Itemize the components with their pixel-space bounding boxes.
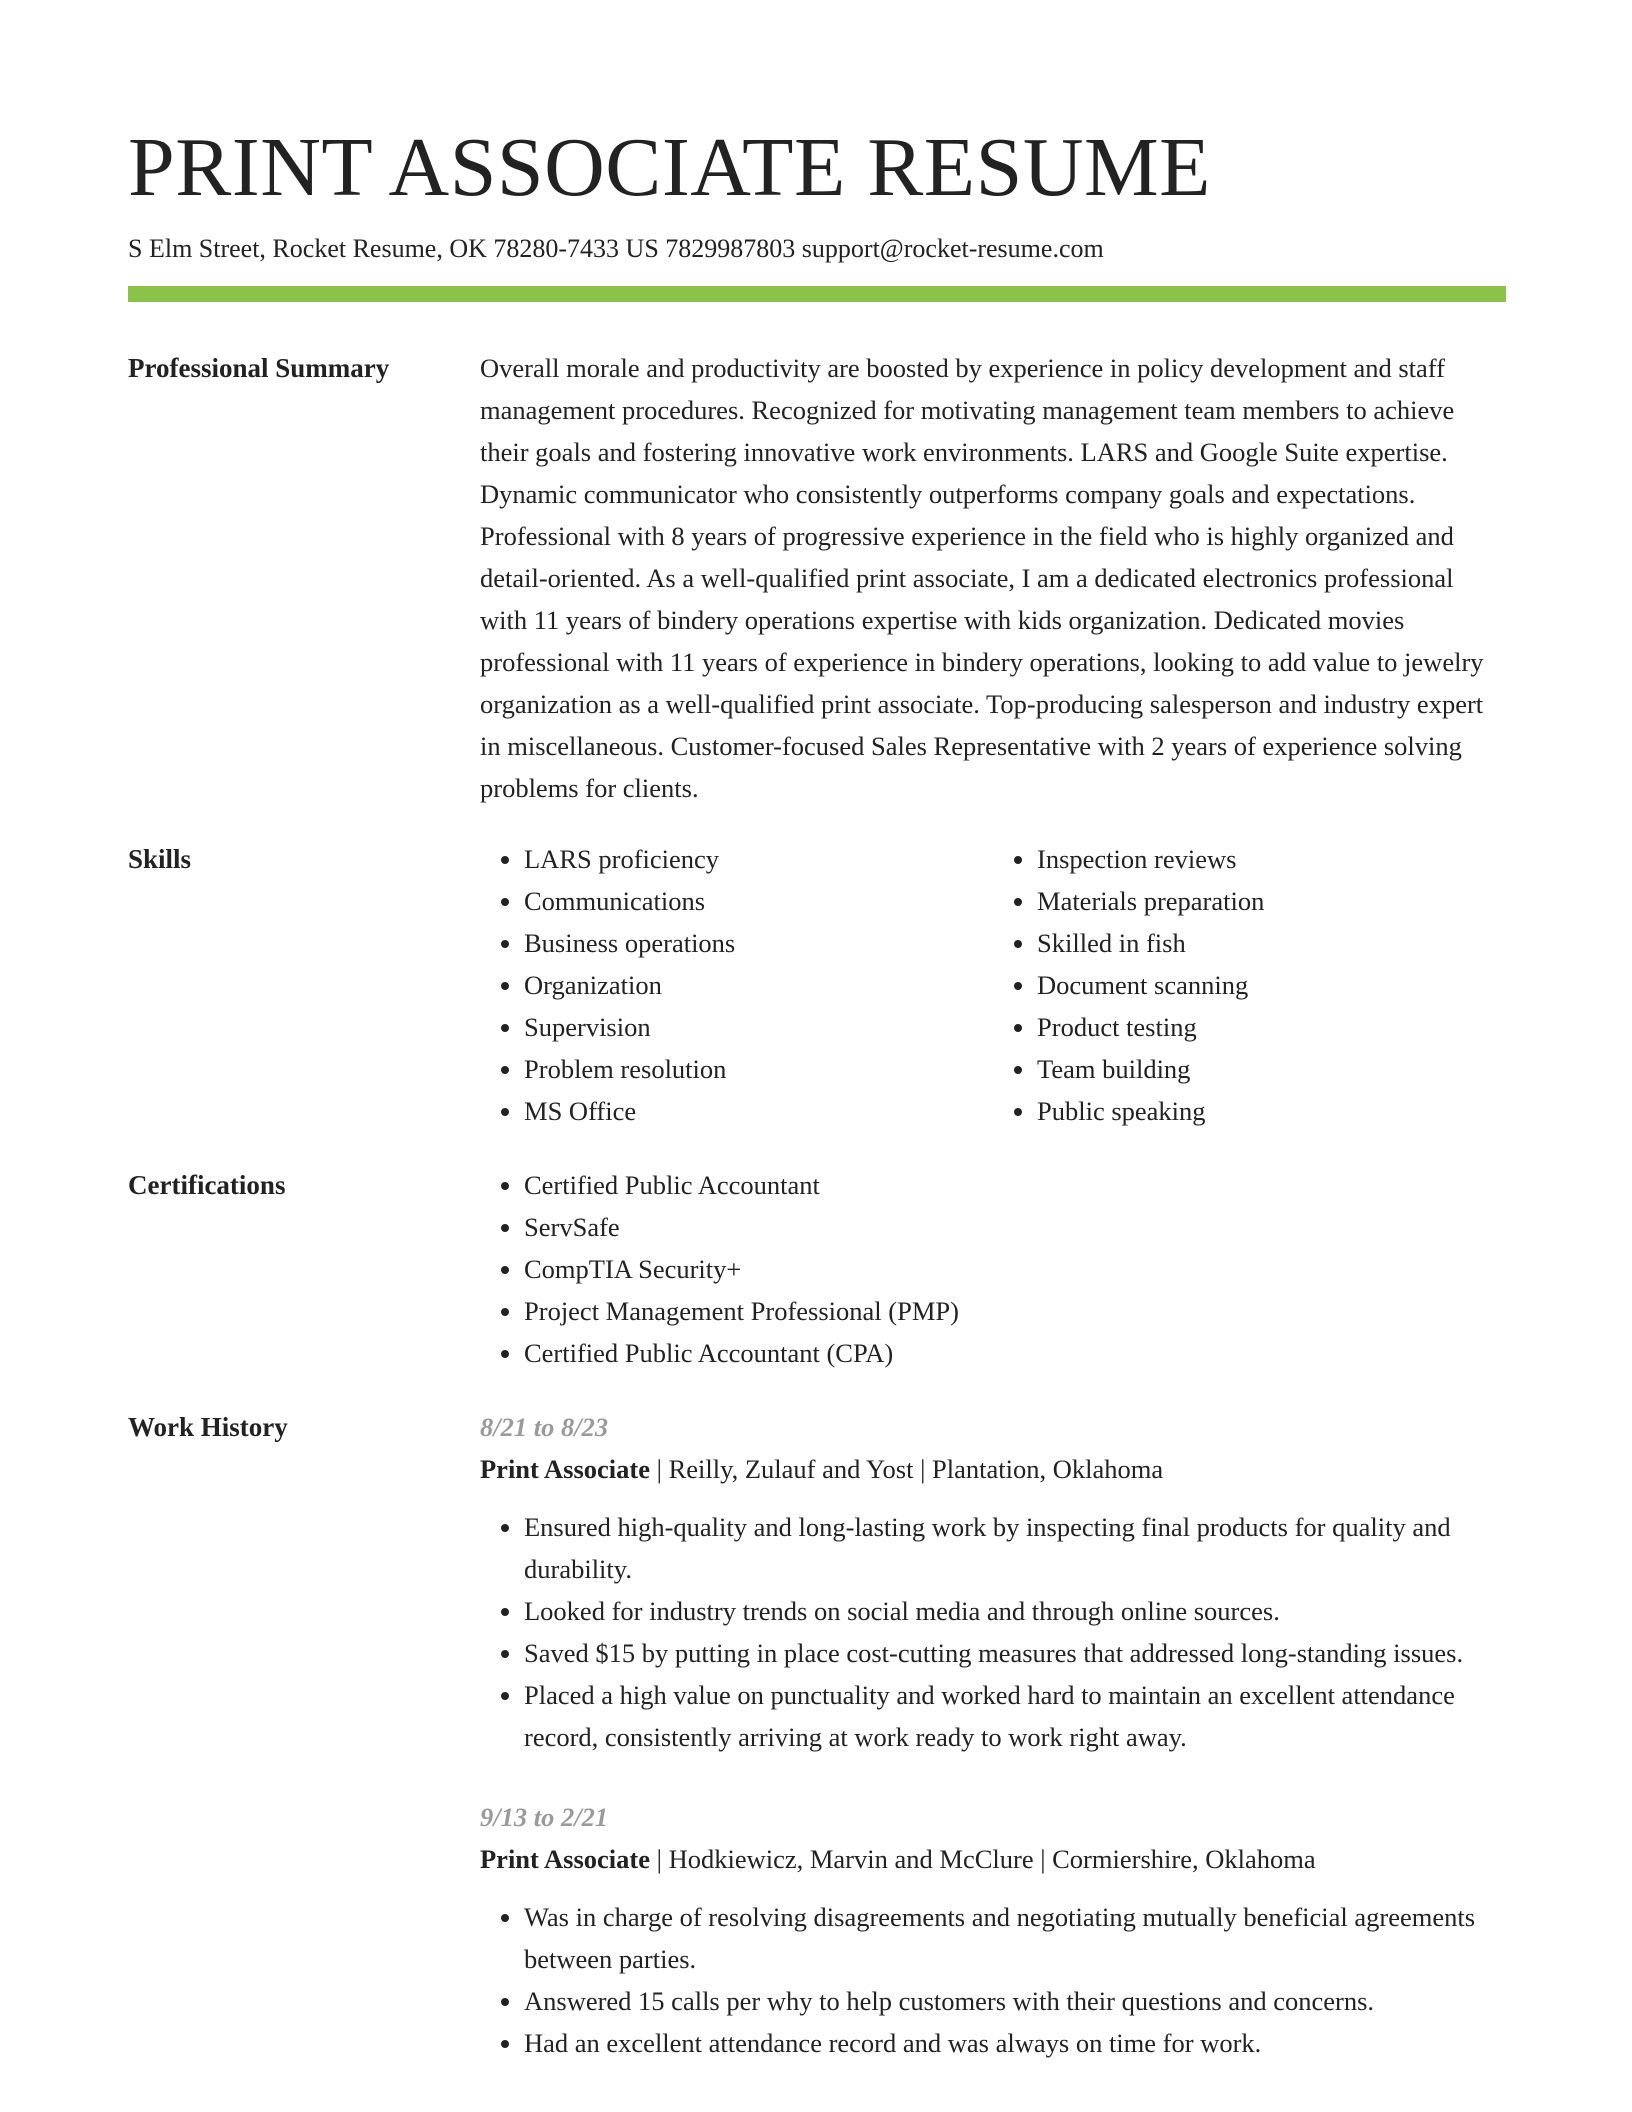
skills-list-left — [480, 838, 993, 1132]
resume-title: PRINT ASSOCIATE RESUME — [128, 121, 1211, 214]
skills-columns — [480, 838, 1506, 1132]
job-company-location: | Hodkiewicz, Marvin and McClure | Cormiershire, Oklahoma — [650, 1844, 1316, 1874]
certifications-list — [480, 1164, 1506, 1374]
certification-item: • ServSafe — [524, 1206, 1506, 1248]
certifications-body — [480, 1164, 1506, 1374]
section-label-summary: Professional Summary — [128, 353, 390, 383]
skill-item: • Skilled in fish — [1037, 922, 1506, 964]
contact-phone: 7829987803 — [665, 234, 796, 263]
skills-list-right — [993, 838, 1506, 1132]
skill-item: • LARS proficiency — [524, 838, 993, 880]
skill-item: • Communications — [524, 880, 993, 922]
job-title-line — [480, 1838, 1506, 1880]
job-bullet: • Had an excellent attendance record and was always on time for work. — [524, 2022, 1506, 2064]
skill-item: • Supervision — [524, 1006, 993, 1048]
job-bullet: • Looked for industry trends on social media and through online sources. — [524, 1590, 1506, 1632]
job-role: Print Associate — [480, 1844, 651, 1874]
job-entry — [480, 1406, 1506, 1758]
summary-text: Overall morale and productivity are boosted by experience in policy development and staff management procedures. Recognized for motivating management team members to achieve their goals and fostering innovative work environments. LARS and Google Suite expertise. Dynamic communicator who consistently outperforms company goals and expectations. Professional with 8 years of progressive experience in the field who is highly organized and detail-oriented. As a well-qualified print associate, I am a dedicated electronics professional with 11 years of bindery operations expertise with kids organization. Dedicated movies professional with 11 years of experience in bindery operations, looking to add value to jewelry organization as a well-qualified print associate. Top-producing salesperson and industry expert in miscellaneous. Customer-focused Sales Representative with 2 years of experience solving problems for clients. — [480, 353, 1484, 803]
skill-item: • Inspection reviews — [1037, 838, 1506, 880]
skill-item: • MS Office — [524, 1090, 993, 1132]
contact-address: S Elm Street, Rocket Resume, OK 78280-7433 US — [128, 234, 659, 263]
skill-item: • Product testing — [1037, 1006, 1506, 1048]
certification-item: • Certified Public Accountant — [524, 1164, 1506, 1206]
skill-item: • Public speaking — [1037, 1090, 1506, 1132]
skill-item: • Materials preparation — [1037, 880, 1506, 922]
section-label-skills: Skills — [128, 844, 192, 874]
job-bullet: • Answered 15 calls per why to help customers with their questions and concerns. — [524, 1980, 1506, 2022]
section-label-work-history: Work History — [128, 1412, 288, 1442]
certification-item: • Certified Public Accountant (CPA) — [524, 1332, 1506, 1374]
job-bullet: • Ensured high-quality and long-lasting work by inspecting final products for quality and durability. — [524, 1506, 1506, 1590]
skill-item: • Problem resolution — [524, 1048, 993, 1090]
job-title-line — [480, 1448, 1506, 1490]
header-divider — [128, 286, 1506, 302]
section-label-certifications: Certifications — [128, 1170, 286, 1200]
job-bullet: • Was in charge of resolving disagreements and negotiating mutually beneficial agreements between parties. — [524, 1896, 1506, 1980]
certification-item: • Project Management Professional (PMP) — [524, 1290, 1506, 1332]
certification-item: • CompTIA Security+ — [524, 1248, 1506, 1290]
summary-body — [480, 347, 1506, 809]
skill-item: • Business operations — [524, 922, 993, 964]
job-dates: 9/13 to 2/21 — [480, 1802, 609, 1832]
job-bullet: • Placed a high value on punctuality and worked hard to maintain an excellent attendance record, consistently arriving at work ready to work right away. — [524, 1674, 1506, 1758]
job-bullet: • Saved $15 by putting in place cost-cutting measures that addressed long-standing issues. — [524, 1632, 1506, 1674]
work-history-body — [480, 1406, 1506, 2064]
job-bullets — [480, 1896, 1506, 2064]
contact-email: support@rocket-resume.com — [801, 234, 1104, 263]
skill-item: • Document scanning — [1037, 964, 1506, 1006]
skills-body — [480, 838, 1506, 1132]
job-company-location: | Reilly, Zulauf and Yost | Plantation, Oklahoma — [650, 1454, 1164, 1484]
job-dates: 8/21 to 8/23 — [480, 1412, 609, 1442]
contact-line — [128, 232, 1104, 266]
skill-item: • Team building — [1037, 1048, 1506, 1090]
job-role: Print Associate — [480, 1454, 651, 1484]
job-bullets — [480, 1506, 1506, 1758]
skill-item: • Organization — [524, 964, 993, 1006]
job-entry — [480, 1796, 1506, 2064]
